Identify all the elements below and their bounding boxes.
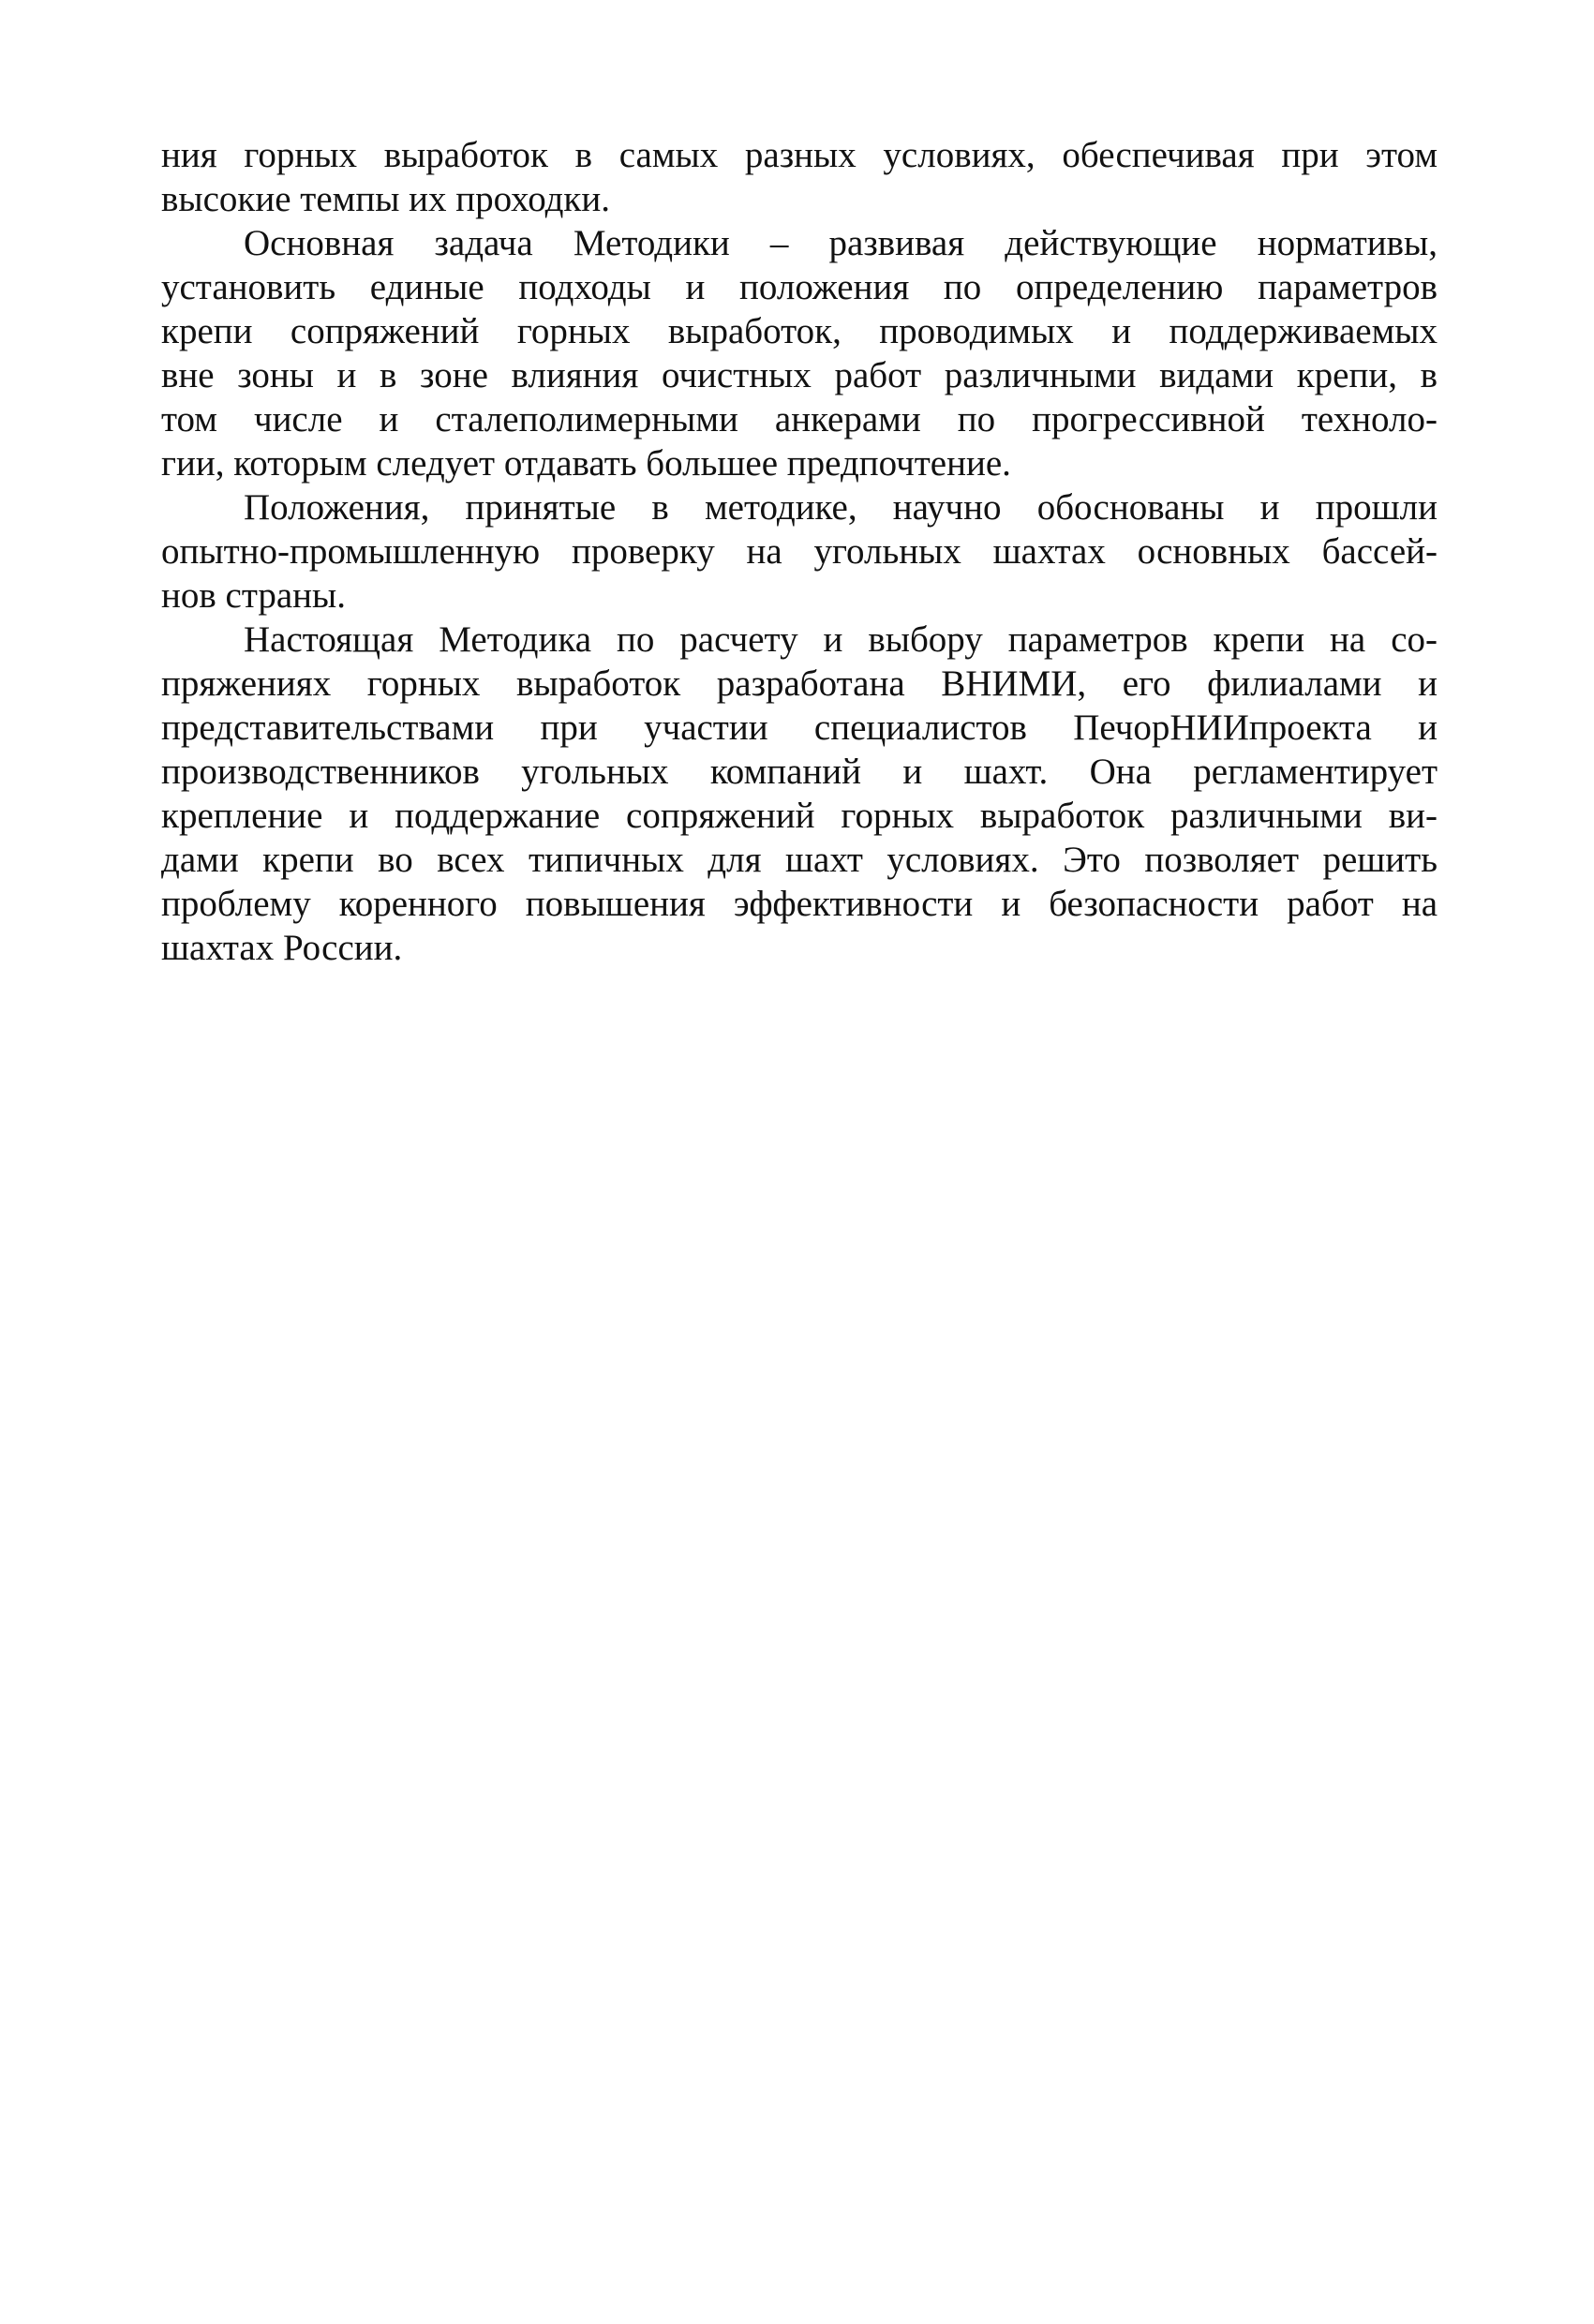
text-line: высокие темпы их проходки. bbox=[161, 179, 610, 219]
text-line: том числе и сталеполимерными анкерами по прогрессивной техноло- bbox=[161, 399, 1438, 439]
text-line: дами крепи во всех типичных для шахт условиях. Это позволяет решить bbox=[161, 840, 1438, 880]
text-line: гии, которым следует отдавать большее предпочтение. bbox=[161, 443, 1011, 484]
paragraph-2 bbox=[161, 221, 1438, 485]
text-line: проблему коренного повышения эффективности и безопасности работ на bbox=[161, 884, 1438, 924]
text-line: установить единые подходы и положения по определению параметров bbox=[161, 267, 1438, 307]
paragraph-1 bbox=[161, 133, 1438, 221]
text-line: Положения, принятые в методике, научно обоснованы и прошли bbox=[244, 487, 1438, 528]
text-line: Основная задача Методики – развивая действующие нормативы, bbox=[244, 223, 1438, 263]
text-line: крепи сопряжений горных выработок, проводимых и поддерживаемых bbox=[161, 311, 1438, 351]
text-line: вне зоны и в зоне влияния очистных работ различными видами крепи, в bbox=[161, 355, 1438, 395]
body-text bbox=[161, 133, 1438, 970]
text-line: опытно-промышленную проверку на угольных шахтах основных бассей- bbox=[161, 531, 1438, 572]
text-line: крепление и поддержание сопряжений горных выработок различными ви- bbox=[161, 796, 1438, 836]
text-line: шахтах России. bbox=[161, 928, 403, 968]
text-line: Настоящая Методика по расчету и выбору параметров крепи на со- bbox=[244, 619, 1438, 660]
text-line: представительствами при участии специалистов ПечорНИИпроекта и bbox=[161, 708, 1438, 748]
paragraph-4 bbox=[161, 618, 1438, 970]
text-line: пряжениях горных выработок разработана ВНИМИ, его филиалами и bbox=[161, 663, 1438, 704]
text-line: производственников угольных компаний и шахт. Она регламентирует bbox=[161, 752, 1438, 792]
paragraph-3 bbox=[161, 485, 1438, 618]
text-line: ния горных выработок в самых разных условиях, обеспечивая при этом bbox=[161, 135, 1438, 175]
text-line: нов страны. bbox=[161, 575, 346, 616]
